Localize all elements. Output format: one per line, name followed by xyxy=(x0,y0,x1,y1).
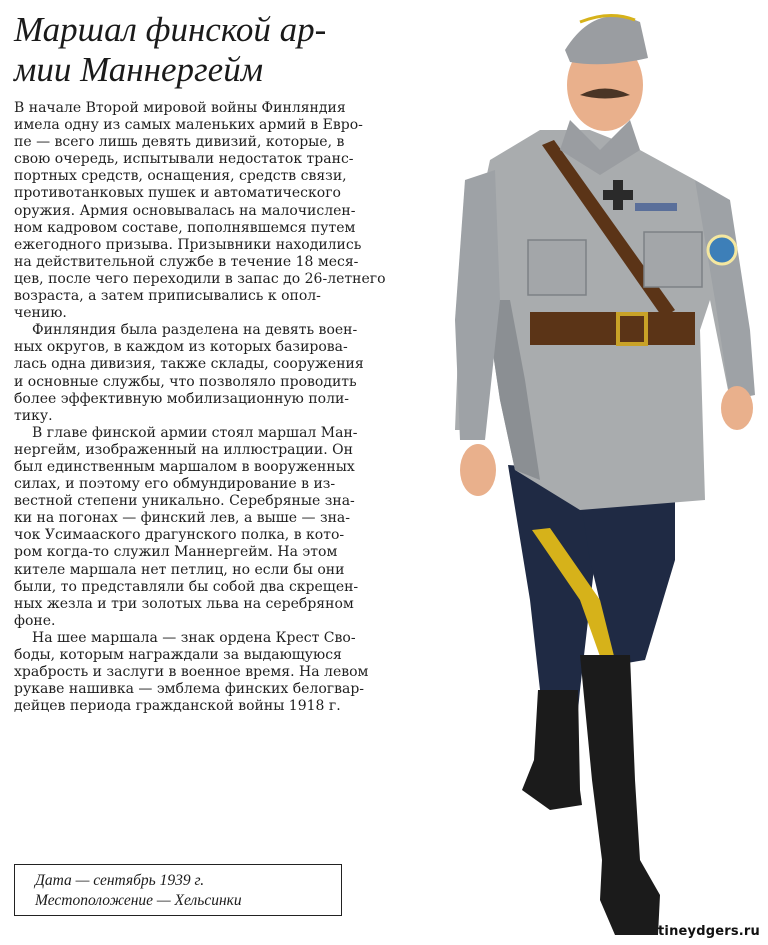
text-line: цев, после чего переходили в запас до 26-летнего xyxy=(14,270,386,287)
field-cap xyxy=(565,16,648,64)
text-line: и основные службы, что позволяло проводить xyxy=(14,373,357,390)
text-line: оружия. Армия основывалась на малочислен- xyxy=(14,202,356,219)
chest-pocket-right xyxy=(644,232,702,287)
text-line: В начале Второй мировой войны Финляндия xyxy=(14,100,346,116)
chest-pocket-left xyxy=(528,240,586,295)
text-line: храбрость и заслуги в военное время. На левом xyxy=(14,664,369,681)
right-boot xyxy=(580,655,660,935)
paragraph-1 xyxy=(14,100,386,322)
text-line: портных средств, оснащения, средств связи, xyxy=(14,168,347,185)
paragraph-2 xyxy=(14,322,366,425)
text-line: пе — всего лишь девять дивизий, которые, в xyxy=(14,134,345,151)
article-title xyxy=(14,10,364,90)
text-line: были, то представляли бы собой два скрещен- xyxy=(14,578,359,595)
paragraph-3 xyxy=(14,425,366,630)
sleeve-badge xyxy=(708,236,736,264)
title-line-1: Маршал финской ар- xyxy=(14,10,327,49)
text-line: ки на погонах — финский лев, а выше — зна- xyxy=(14,510,351,527)
watermark-text: tineydgers.ru xyxy=(658,924,760,939)
ribbon-bar xyxy=(635,203,677,211)
text-line: фоне. xyxy=(14,612,56,629)
text-line: В главе финской армии стоял маршал Ман- xyxy=(32,424,358,441)
text-line: был единственным маршалом в вооруженных xyxy=(14,458,355,475)
text-line: рукаве нашивка — эмблема финских белогвар- xyxy=(14,681,365,698)
text-line: вестной степени уникально. Серебряные зна- xyxy=(14,493,355,510)
caption-date: Дата — сентябрь 1939 г. xyxy=(35,872,205,889)
caption-location: Местоположение — Хельсинки xyxy=(35,892,242,909)
text-line: Финляндия была разделена на девять воен- xyxy=(32,322,358,339)
paragraph-4 xyxy=(14,629,369,715)
text-line: ром когда-то служил Маннергейм. На этом xyxy=(14,544,338,561)
text-line: ных жезла и три золотых льва на серебряном xyxy=(14,595,354,612)
text-line: тику. xyxy=(14,407,53,424)
text-line: кителе маршала нет петлиц, но если бы они xyxy=(14,561,345,578)
text-line: более эффективную мобилизационную поли- xyxy=(14,390,350,407)
text-line: На шее маршала — знак ордена Крест Сво- xyxy=(32,629,356,646)
marshal-illustration xyxy=(430,0,768,945)
text-line: лась одна дивизия, также склады, сооружения xyxy=(14,356,364,373)
text-line: нергейм, изображенный на иллюстрации. Он xyxy=(14,441,353,458)
text-line: ежегодного призыва. Призывники находились xyxy=(14,236,362,253)
left-hand xyxy=(460,444,496,496)
left-arm xyxy=(455,170,500,440)
text-line: чению. xyxy=(14,305,67,322)
article-body xyxy=(14,100,386,715)
text-line: противотанковых пушек и автоматического xyxy=(14,185,341,202)
text-line: чок Усимаaского драгунского полка, в кото- xyxy=(14,527,345,544)
caption-box xyxy=(14,864,342,916)
text-line: ном кадровом составе, пополнявшемся путем xyxy=(14,219,356,236)
text-line: дейцев периода гражданской войны 1918 г. xyxy=(14,698,341,715)
text-line: ных округов, в каждом из которых базирова- xyxy=(14,339,348,356)
text-line: на действительной службе в течение 18 меся- xyxy=(14,253,359,270)
title-line-2: мии Маннергейм xyxy=(14,50,264,89)
text-line: боды, которым награждали за выдающуюся xyxy=(14,647,342,663)
text-line: свою очередь, испытывали недостаток транс- xyxy=(14,151,354,168)
belt xyxy=(530,312,695,345)
text-line: имела одну из самых маленьких армий в Евро- xyxy=(14,117,363,134)
text-line: силах, и поэтому его обмундирование в из- xyxy=(14,476,336,493)
left-boot xyxy=(522,690,582,810)
right-hand xyxy=(721,386,753,430)
text-line: возраста, а затем приписывались к опол- xyxy=(14,288,321,305)
